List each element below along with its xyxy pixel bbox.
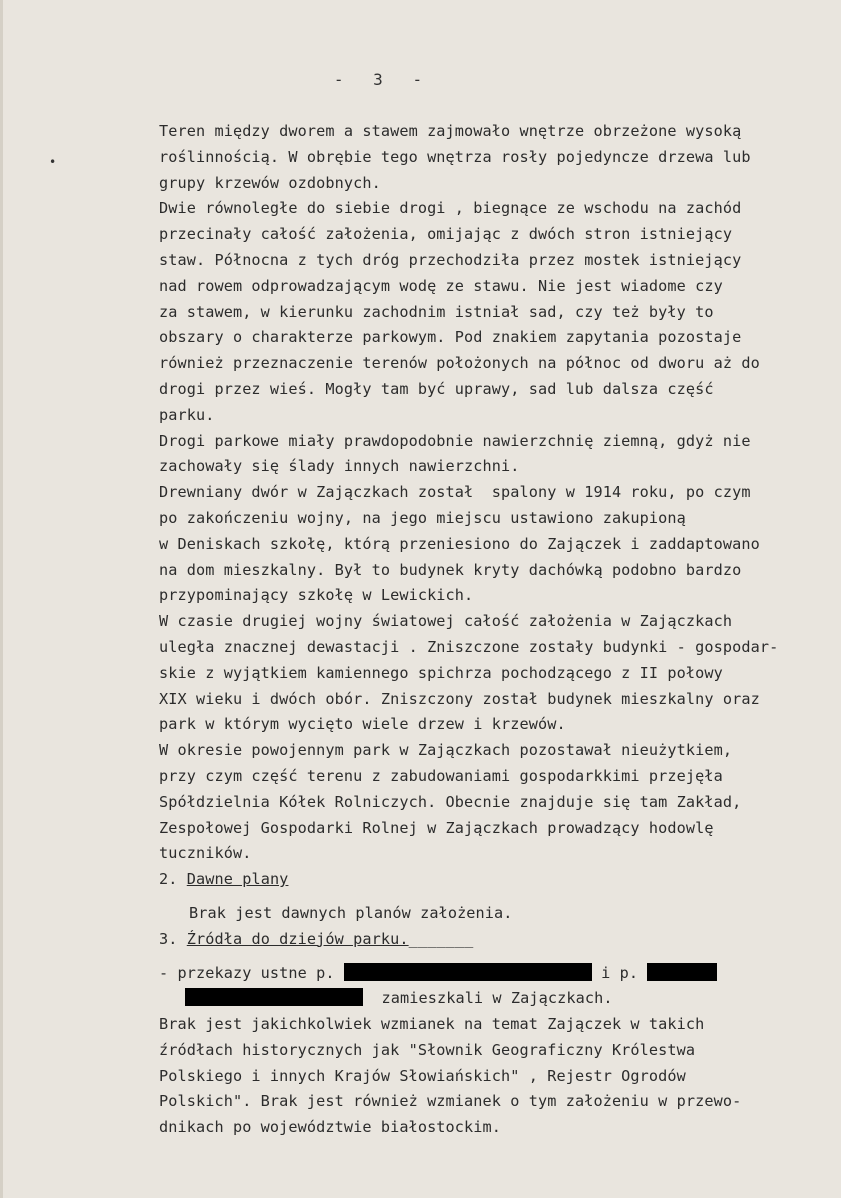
section-number: 2.: [159, 870, 178, 889]
item-prefix: - przekazy ustne p.: [159, 963, 335, 982]
text-line: Polskich". Brak jest również wzmianek o tym założeniu w przewo-: [159, 1092, 742, 1111]
item-mid: i p.: [601, 963, 639, 982]
text-line: Polskiego i innych Krajów Słowiańskich" , Rejestr Ogrodów: [159, 1066, 686, 1085]
text-line: po zakończeniu wojny, na jego miejscu ustawiono zakupioną: [159, 508, 686, 527]
margin-mark: •: [49, 155, 57, 169]
text-line: staw. Północna z tych dróg przechodziła przez mostek istniejący: [159, 250, 742, 269]
text-line: zachowały się ślady innych nawierzchni.: [159, 457, 520, 476]
paragraph-6: [159, 738, 829, 867]
paragraph-5: [159, 609, 829, 738]
text-line: drogi przez wieś. Mogły tam być uprawy, sad lub dalsza część: [159, 379, 714, 398]
text-line: tuczników.: [159, 844, 252, 863]
text-line: nad rowem odprowadzającym wodę ze stawu. Nie jest wiadome czy: [159, 276, 723, 295]
sources-item-continuation: [159, 986, 829, 1012]
text-line: uległa znacznej dewastacji . Zniszczone zostały budynki - gospodar-: [159, 637, 779, 656]
body-text: [159, 119, 829, 1141]
text-line: w Deniskach szkołę, którą przeniesiono do Zajączek i zaddaptowano: [159, 534, 760, 553]
text-line: obszary o charakterze parkowym. Pod znakiem zapytania pozostaje: [159, 328, 742, 347]
paragraph-1: [159, 119, 829, 196]
text-line: również przeznaczenie terenów położonych na północ od dworu aż do: [159, 354, 760, 373]
text-line: Brak jest jakichkolwiek wzmianek na temat Zajączek w takich: [159, 1015, 705, 1034]
text-line: roślinnością. W obrębie tego wnętrza rosły pojedyncze drzewa lub: [159, 147, 751, 166]
text-line: skie z wyjątkiem kamiennego spichrza pochodzącego z II połowy: [159, 663, 723, 682]
text-line: przecinały całość założenia, omijając z dwóch stron istniejący: [159, 225, 733, 244]
text-line: źródłach historycznych jak "Słownik Geograficzny Królestwa: [159, 1040, 696, 1059]
item-cont: zamieszkali w Zajączkach.: [381, 989, 613, 1008]
sources-item: [159, 961, 829, 987]
redaction-bar: [185, 988, 363, 1006]
section-title: Dawne plany: [186, 870, 289, 889]
text-line: przy czym część terenu z zabudowaniami gospodarkkimi przejęła: [159, 766, 723, 785]
redaction-bar: [647, 963, 717, 981]
section-number: 3.: [159, 929, 178, 948]
redaction-bar: [344, 963, 592, 981]
section-title: Źródła do dziejów parku.: [186, 929, 409, 948]
text-line: grupy krzewów ozdobnych.: [159, 173, 381, 192]
page-number: - 3 -: [333, 70, 433, 89]
text-line: Teren między dworem a stawem zajmowało wnętrze obrzeżone wysoką: [159, 122, 742, 140]
heading-trail: _______: [408, 929, 474, 948]
text-line: parku.: [159, 405, 215, 424]
paragraph-2: [159, 196, 829, 428]
paragraph-4: [159, 480, 829, 609]
paragraph-3: [159, 429, 829, 481]
text-line: za stawem, w kierunku zachodnim istniał sad, czy też były to: [159, 302, 714, 321]
text-line: W okresie powojennym park w Zajączkach pozostawał nieużytkiem,: [159, 741, 733, 760]
paragraph-final: [159, 1012, 829, 1141]
text-line: przypominający szkołę w Lewickich.: [159, 586, 474, 605]
section-2-text: Brak jest dawnych planów założenia.: [189, 903, 513, 922]
text-line: Zespołowej Gospodarki Rolnej w Zajączkach prowadzący hodowlę: [159, 818, 714, 837]
text-line: Drogi parkowe miały prawdopodobnie nawierzchnię ziemną, gdyż nie: [159, 431, 751, 450]
text-line: Drewniany dwór w Zajączkach został spalony w 1914 roku, po czym: [159, 483, 751, 502]
text-line: park w którym wycięto wiele drzew i krzewów.: [159, 715, 566, 734]
text-line: dnikach po województwie białostockim.: [159, 1118, 502, 1137]
text-line: Spółdzielnia Kółek Rolniczych. Obecnie znajduje się tam Zakład,: [159, 792, 742, 811]
section-3-heading: [159, 927, 829, 953]
text-line: na dom mieszkalny. Był to budynek kryty dachówką podobno bardzo: [159, 560, 742, 579]
text-line: W czasie drugiej wojny światowej całość założenia w Zajączkach: [159, 612, 733, 631]
section-2-heading: [159, 867, 829, 893]
text-line: XIX wieku i dwóch obór. Zniszczony został budynek mieszkalny oraz: [159, 689, 760, 708]
text-line: Dwie równoległe do siebie drogi , biegnące ze wschodu na zachód: [159, 199, 742, 218]
